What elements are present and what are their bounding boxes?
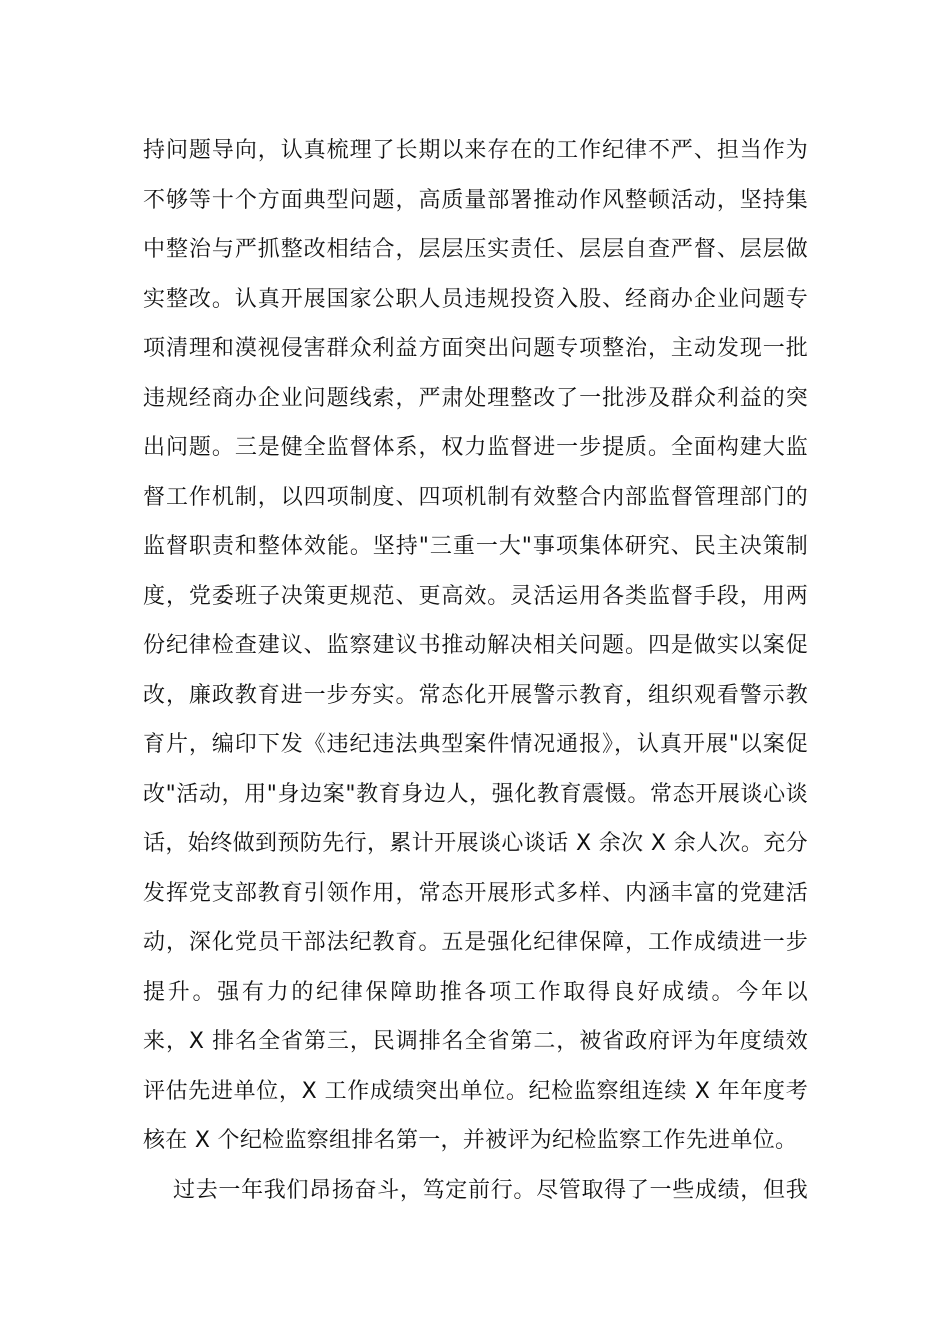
text-line: 中整治与严抓整改相结合，层层压实责任、层层自查严督、层层做 bbox=[143, 237, 808, 262]
text-line: 改，廉政教育进一步夯实。常态化开展警示教育，组织观看警示教 bbox=[143, 682, 808, 708]
paragraph-first-line: 过去一年我们昂扬奋斗，笃定前行。尽管取得了一些成绩，但我 bbox=[173, 1177, 808, 1203]
text-line: 发挥党支部教育引领作用，常态开展形式多样、内涵丰富的党建活 bbox=[143, 880, 808, 906]
text-line: 话，始终做到预防先行，累计开展谈心谈话 X 余次 X 余人次。充分 bbox=[143, 831, 808, 856]
body-text bbox=[143, 126, 808, 1215]
text-line: 不够等十个方面典型问题，高质量部署推动作风整顿活动，坚持集 bbox=[143, 187, 808, 213]
text-line: 实整改。认真开展国家公职人员违规投资入股、经商办企业问题专 bbox=[143, 286, 808, 312]
text-line: 改"活动，用"身边案"教育身边人，强化教育震慑。常态开展谈心谈 bbox=[143, 781, 808, 807]
text-line: 违规经商办企业问题线索，严肃处理整改了一批涉及群众利益的突 bbox=[143, 385, 808, 411]
text-line: 提升。强有力的纪律保障助推各项工作取得良好成绩。今年以 bbox=[143, 979, 808, 1005]
text-line: 评估先进单位，X 工作成绩突出单位。纪检监察组连续 X 年年度考 bbox=[143, 1078, 808, 1104]
text-line: 督工作机制，以四项制度、四项机制有效整合内部监督管理部门的 bbox=[143, 484, 808, 510]
text-line: 份纪律检查建议、监察建议书推动解决相关问题。四是做实以案促 bbox=[143, 633, 808, 658]
text-line: 出问题。三是健全监督体系，权力监督进一步提质。全面构建大监 bbox=[143, 435, 808, 460]
paragraph-end-line: 核在 X 个纪检监察组排名第一，并被评为纪检监察工作先进单位。 bbox=[143, 1128, 798, 1153]
text-line: 度，党委班子决策更规范、更高效。灵活运用各类监督手段，用两 bbox=[143, 583, 808, 609]
text-line: 项清理和漠视侵害群众利益方面突出问题专项整治，主动发现一批 bbox=[143, 336, 808, 361]
text-line: 持问题导向，认真梳理了长期以来存在的工作纪律不严、担当作为 bbox=[143, 138, 808, 163]
text-line: 育片，编印下发《违纪违法典型案件情况通报》，认真开展"以案促 bbox=[143, 732, 808, 757]
text-line: 动，深化党员干部法纪教育。五是强化纪律保障，工作成绩进一步 bbox=[143, 930, 808, 955]
text-line: 来，X 排名全省第三，民调排名全省第二，被省政府评为年度绩效 bbox=[143, 1029, 808, 1054]
text-line: 监督职责和整体效能。坚持"三重一大"事项集体研究、民主决策制 bbox=[143, 534, 808, 559]
